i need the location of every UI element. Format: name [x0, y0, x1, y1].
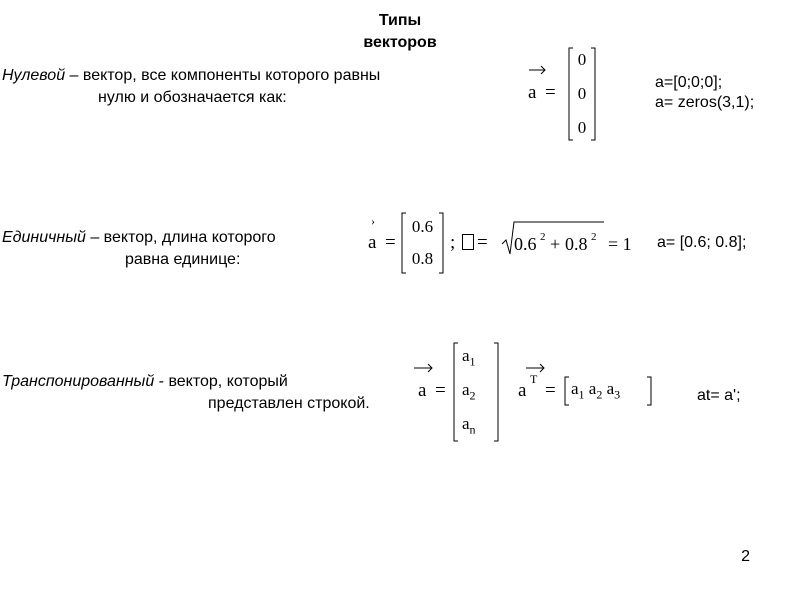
zero-vector-lhs: a	[528, 82, 537, 103]
unit-norm-equals: =	[477, 232, 488, 253]
row-matrix-cell: a	[571, 379, 579, 398]
zero-matrix-cell: 0	[577, 118, 587, 137]
page-number: 2	[741, 548, 750, 565]
transposed-vector-code: at= a';	[697, 387, 741, 404]
zero-vector-code-line-2: a= zeros(3,1);	[655, 94, 755, 111]
radicand-b: 0.8	[565, 234, 588, 254]
transposed-column-matrix	[452, 342, 500, 442]
zero-vector-code-line-1: a=[0;0;0];	[655, 74, 723, 91]
unit-vector-arrow-icon: ›	[371, 214, 375, 228]
zero-vector-definition	[2, 66, 380, 86]
column-matrix-brackets	[452, 342, 500, 442]
transpose-superscript: T	[530, 372, 538, 386]
unit-vector-equals: =	[385, 232, 396, 253]
unit-norm-equals-one: = 1	[608, 234, 632, 254]
unit-vector-matrix	[400, 212, 445, 274]
unit-vector-separator: ;	[450, 232, 456, 253]
transposed-vector-equals: =	[435, 380, 446, 401]
radicand-a-exponent: 2	[540, 231, 546, 243]
transposed-vector-definition-line-1: - вектор, который	[154, 373, 288, 390]
title-line-2: векторов	[363, 34, 437, 51]
transposed-vector-lhs: a	[418, 380, 427, 401]
zero-vector-equals: =	[545, 82, 556, 103]
zero-vector-matrix	[567, 46, 597, 142]
transposed-vector-definition-line-2: представлен строкой.	[208, 395, 370, 412]
transposed-rhs-base: a	[518, 380, 527, 401]
radicand-a: 0.6	[514, 234, 537, 254]
transposed-vector-definition	[2, 372, 288, 392]
unit-vector-lhs: a	[368, 232, 377, 253]
column-matrix-cell: $a_1$	[462, 346, 476, 369]
zero-vector-definition-line-1: – вектор, все компоненты которого равны	[65, 67, 381, 84]
zero-matrix-cell: 0	[577, 50, 587, 69]
column-matrix-cell: $a_2$	[462, 380, 476, 403]
row-matrix-cell: a	[606, 379, 615, 398]
norm-symbol-icon	[462, 234, 474, 250]
row-matrix-cell: a	[588, 379, 597, 398]
zero-vector-definition-line-2: нулю и обозначается как:	[98, 89, 287, 106]
radicand-b-exponent: 2	[591, 231, 597, 243]
unit-vector-definition	[2, 228, 276, 248]
transposed-lhs-arrow-icon	[412, 360, 436, 376]
unit-norm-radical	[500, 218, 640, 258]
row-matrix-cells: $a_1$ $a_2$ $a_3$	[571, 379, 621, 402]
transposed-vector-term: Транспонированный	[2, 373, 155, 390]
unit-matrix-cell: 0.8	[411, 249, 434, 268]
zero-matrix-cell: 0	[577, 84, 587, 103]
transposed-row-matrix	[563, 376, 653, 406]
unit-vector-term: Единичный	[2, 229, 86, 246]
zero-vector-term: Нулевой	[2, 67, 66, 84]
unit-vector-definition-line-2: равна единице:	[125, 251, 241, 268]
title-line-1: Типы	[378, 12, 422, 29]
slide-title	[0, 10, 800, 54]
column-matrix-cell: $a_n$	[462, 414, 476, 437]
transposed-rhs-equals: =	[545, 380, 556, 401]
unit-vector-definition-line-1: – вектор, длина которого	[85, 229, 276, 246]
radicand-plus: +	[550, 234, 561, 254]
unit-matrix-cell: 0.6	[411, 217, 434, 236]
unit-vector-code: a= [0.6; 0.8];	[657, 234, 747, 251]
